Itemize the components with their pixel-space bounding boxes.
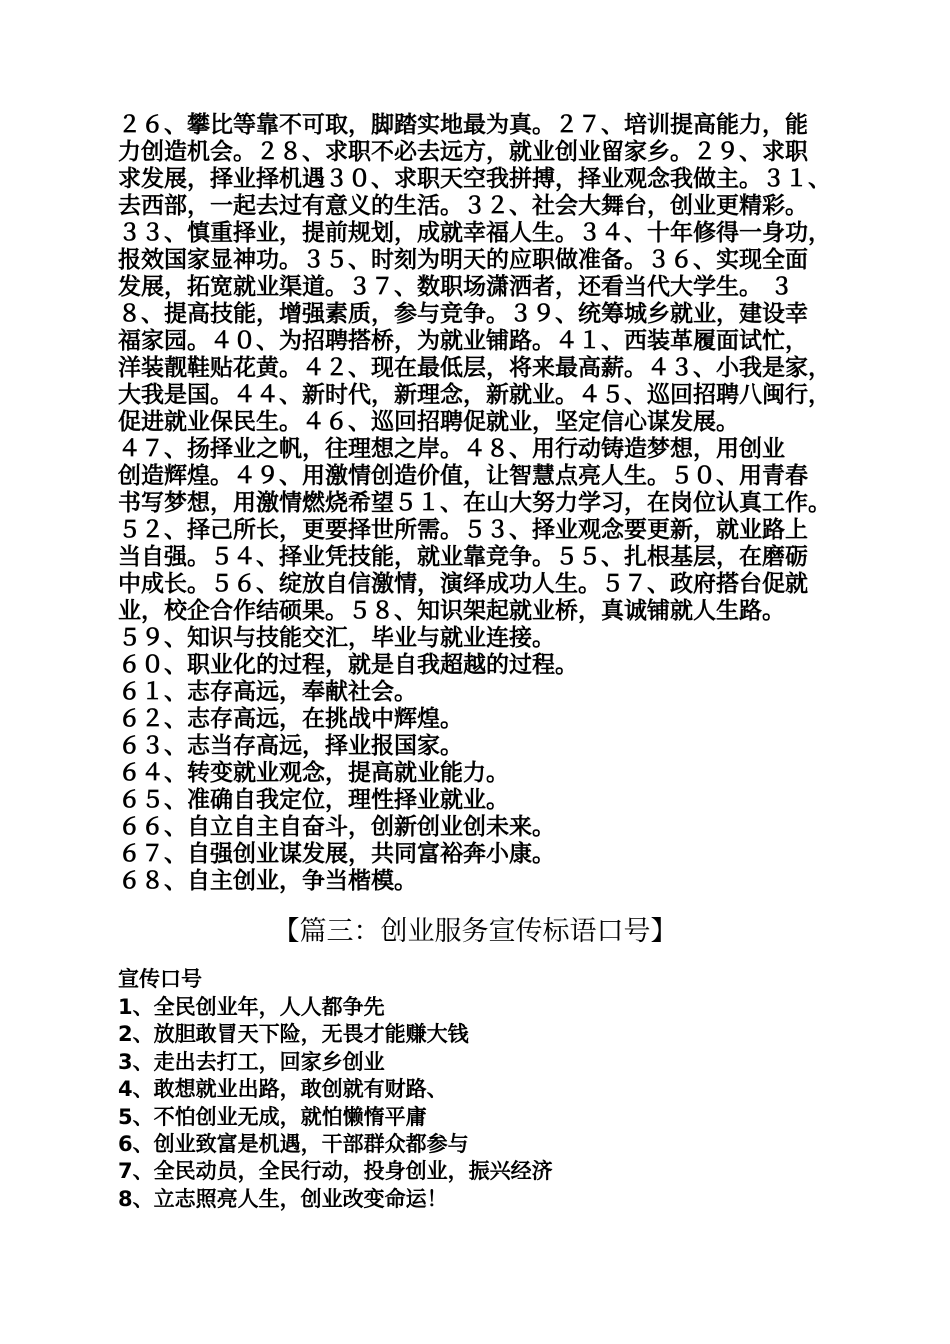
text-line: 求发展，择业择机遇３０、求职天空我拼搏，择业观念我做主。３１、	[118, 166, 831, 192]
text-line: 去西部，一起去过有意义的生活。３２、社会大舞台，创业更精彩。	[118, 193, 808, 219]
slogan-paragraph	[118, 112, 840, 895]
text-line: 报效国家显神功。３５、时刻为明天的应职做准备。３６、实现全面	[118, 247, 808, 273]
list-item: 4、敢想就业出路，敢创就有财路、	[118, 1077, 448, 1102]
text-line: 福家园。４０、为招聘搭桥，为就业铺路。４１、西装革履面试忙，	[118, 328, 808, 354]
list-item: 1、全民创业年，人人都争先	[118, 995, 385, 1019]
text-line: 中成长。５６、绽放自信激情，演绎成功人生。５７、政府搭台促就	[118, 571, 808, 597]
list-item: 6、创业致富是机遇，干部群众都参与	[118, 1131, 469, 1156]
text-line: ６６、自立自主自奋斗，创新创业创未来。	[118, 814, 555, 840]
text-line: ４７、扬择业之帆，往理想之岸。４８、用行动铸造梦想，用创业	[118, 436, 785, 462]
text-line: ６４、转变就业观念，提高就业能力。	[118, 760, 509, 786]
text-line: 洋装靓鞋贴花黄。４２、现在最低层，将来最高薪。４３、小我是家，	[118, 355, 831, 381]
list-item: 2、放胆敢冒天下险，无畏才能赚大钱	[118, 1022, 469, 1047]
text-line: ６５、准确自我定位，理性择业就业。	[118, 787, 509, 813]
text-line: 创造辉煌。４９、用激情创造价值，让智慧点亮人生。５０、用青春	[118, 463, 808, 489]
text-line: ５９、知识与技能交汇，毕业与就业连接。	[118, 625, 555, 651]
text-line: ５２、择己所长，更要择世所需。５３、择业观念要更新，就业路上	[118, 517, 808, 543]
text-line: 发展，拓宽就业渠道。３７、数职场潇洒者，还看当代大学生。 ３	[118, 274, 794, 300]
text-line: ２６、攀比等靠不可取，脚踏实地最为真。２７、培训提高能力，能	[118, 112, 808, 138]
text-line: ６８、自主创业，争当楷模。	[118, 868, 417, 894]
list-item: 3、走出去打工，回家乡创业	[118, 1049, 385, 1074]
list-item: 8、立志照亮人生，创业改变命运！	[118, 1186, 448, 1211]
list-item: 5、不怕创业无成，就怕懒惰平庸	[118, 1104, 427, 1129]
text-line: 力创造机会。２８、求职不必去远方，就业创业留家乡。２９、求职	[118, 139, 808, 165]
text-line: ６２、志存高远，在挑战中辉煌。	[118, 706, 463, 732]
text-line: ８、提高技能，增强素质，参与竞争。３９、统筹城乡就业，建设幸	[118, 301, 808, 327]
text-line: 大我是国。４４、新时代，新理念，新就业。４５、巡回招聘八闽行，	[118, 382, 831, 408]
text-line: ３３、慎重择业，提前规划，成就幸福人生。３４、十年修得一身功，	[118, 220, 831, 246]
text-line: 当自强。５４、择业凭技能，就业靠竞争。５５、扎根基层，在磨砺	[118, 544, 808, 570]
list-item: 7、全民动员，全民行动，投身创业，振兴经济	[118, 1159, 553, 1184]
text-line: 促进就业保民生。４６、巡回招聘促就业，坚定信心谋发展。	[118, 409, 739, 435]
text-line: ６０、职业化的过程，就是自我超越的过程。	[118, 652, 578, 678]
text-line: 业，校企合作结硕果。５８、知识架起就业桥，真诚铺就人生路。	[118, 598, 785, 624]
slogan-list	[118, 994, 553, 1213]
text-line: 书写梦想，用激情燃烧希望５１、在山大努力学习，在岗位认真工作。	[118, 490, 831, 516]
section-title: 【篇三：创业服务宣传标语口号】	[272, 916, 678, 947]
text-line: ６７、自强创业谋发展，共同富裕奔小康。	[118, 841, 555, 867]
text-line: ６３、志当存高远，择业报国家。	[118, 733, 463, 759]
text-line: ６１、志存高远，奉献社会。	[118, 679, 417, 705]
slogan-heading: 宣传口号	[118, 967, 202, 991]
